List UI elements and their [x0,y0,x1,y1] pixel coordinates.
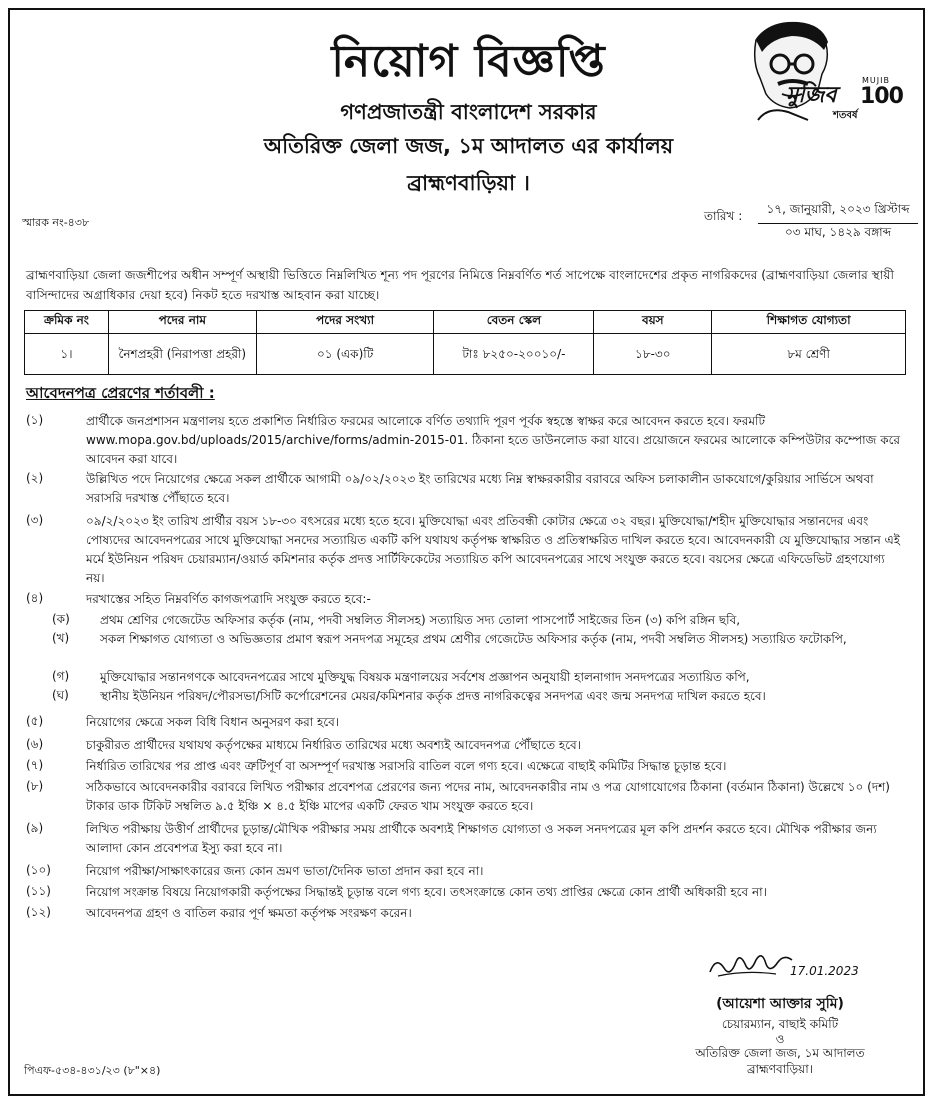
condition-text: আবেদনপত্র গ্রহণ ও বাতিল করার পূর্ণ ক্ষমতা কর্তৃপক্ষ সংরক্ষণ করেন। [86,906,412,920]
district-name: ব্রাহ্মণবাড়িয়া । [407,171,530,195]
signature-date: 17.01.2023 [790,964,859,978]
signatory-office: অতিরিক্ত জেলা জজ, ১ম আদালত [695,1046,865,1060]
condition-number: (৫) [26,714,44,728]
condition-number: (৬) [26,737,44,751]
condition-text: লিখিত পরীক্ষায় উত্তীর্ণ প্রার্থীদের চূড়ান্ত/মৌখিক পরীক্ষার সময় প্রার্থীকে অবশ্যই শিক্ষাগত যোগ্যতা ও সকল সনদপত্রের মূল কপি প্রদর্শন করতে হবে। মৌখিক পরীক্ষার জন্য আলাদা কোন প্রবেশপত্র ইস্যু করা হবে না। [86,822,877,855]
condition-number: (৮) [26,779,44,793]
office-name: অতিরিক্ত জেলা জজ, ১ম আদালত এর কার্যালয় [263,134,674,158]
table-cell: ১। [25,334,109,375]
document-item-label: (গ) [52,669,70,683]
condition-text: সঠিকভাবে আবেদনকারীর বরাবরে লিখিত পরীক্ষার প্রবেশপত্র প্রেরণের জন্য পদের নাম, আবেদনকারীর নাম ও পত্র যোগাযোগের ঠিকানা (বর্তমান ঠিকানা) উল্লেখে ১০ (দশ) টাকার ডাক টিকিট সম্বলিত ৯.৫ ইঞ্চি × ৪.৫ ইঞ্চি মাপের একটি ফেরত খাম সংযুক্ত করতে হবে। [86,780,890,813]
condition-number: (৯) [26,821,44,835]
table-header-row [25,311,906,334]
document-item-text: স্থানীয় ইউনিয়ন পরিষদ/পৌরসভা/সিটি কর্পোরেশনের মেয়র/কমিশনার কর্তৃক প্রদত্ত নাগরিকত্বের সনদপত্র এবং জন্ম সনদপত্র দাখিল করতে হবে। [100,689,766,703]
table-header-cell: ক্রমিক নং [25,311,109,334]
signatory-connector: ও [775,1032,785,1046]
signatory-place: ব্রাহ্মণবাড়িয়া। [746,1062,814,1076]
table-header-cell: শিক্ষাগত যোগ্যতা [712,311,906,334]
condition-text: উল্লিখিত পদে নিয়োগের ক্ষেত্রে সকল প্রার্থীকে আগামী ০৯/০২/২০২৩ ইং তারিখের মধ্যে নিম্ন স্বাক্ষরকারীর বরাবরে অফিস চলাকালীন ডাকযোগে/কুরিয়ার সার্ভিসে অথবা সরাসরি দরখাস্ত পৌঁছাতে হবে। [86,472,874,505]
condition-text: নির্ধারিত তারিখের পর প্রাপ্ত এবং ত্রুটিপূর্ণ বা অসম্পূর্ণ দরখাস্ত সরাসরি বাতিল বলে গণ্য হবে। এক্ষেত্রে বাছাই কমিটির সিদ্ধান্ত চূড়ান্ত হবে। [86,759,727,773]
table-cell: টাঃ ৮২৫০-২০০১০/- [434,334,594,375]
notice-title: নিয়োগ বিজ্ঞপ্তি [331,36,606,87]
signatory-designation: চেয়ারম্যান, বাছাই কমিটি [721,1017,839,1031]
table-row [25,334,906,375]
memo-number: স্মারক নং-৪৩৮ [22,216,90,229]
table-header-cell: বয়স [594,311,712,334]
table-header-cell: পদের নাম [108,311,256,334]
intro-paragraph: ব্রাহ্মণবাড়িয়া জেলা জজশীপের অধীন সম্পূর্ণ অস্থায়ী ভিত্তিতে নিম্নলিখিত শূন্য পদ পূরণের নিমিত্তে নিম্নবর্ণিত শর্ত সাপেক্ষে বাংলাদেশের প্রকৃত নাগরিকদের (ব্রাহ্মণবাড়িয়া জেলার স্থায়ী বাসিন্দাদের অগ্রাধিকার দেয়া হবে) নিকট হতে দরখাস্ত আহবান করা যাচ্ছে। [26,268,894,302]
table-header-cell: বেতন স্কেল [434,311,594,334]
posts-table [24,310,906,375]
date-label: তারিখ : [704,209,743,223]
condition-number: (২) [26,471,44,485]
document-item-text: সকল শিক্ষাগত যোগ্যতা ও অভিজ্ঞতার প্রমাণ স্বরূপ সনদপত্র সমূহের প্রথম শ্রেণীর গেজেটেড অফিসার কর্তৃক (নাম, পদবী সম্বলিত সীলসহ) সত্যায়িত ফটোকপি, [100,632,847,646]
condition-number: (৩) [26,513,44,527]
condition-number: (১২) [26,905,51,919]
document-item-label: (ঘ) [52,688,69,702]
condition-number: (৪) [26,591,44,605]
signatory-name: (আয়েশা আক্তার সুমি) [716,996,844,1012]
condition-text: নিয়োগ সংক্রান্ত বিষয়ে নিয়োগকারী কর্তৃপক্ষের সিদ্ধান্তই চূড়ান্ত বলে গণ্য হবে। তৎসংক্রান্তে কোন তথ্য প্রাপ্তির ক্ষেত্রে কোন প্রার্থী অধিকারী হবে না। [86,885,767,899]
government-name: গণপ্রজাতন্ত্রী বাংলাদেশ সরকার [340,100,597,124]
condition-number: (১১) [26,884,51,898]
signature-icon [706,948,796,982]
footer-code: পিএফ-৫৩৪-৪৩১/২৩ (৮"×৪) [24,1064,161,1077]
document-item-text: মুক্তিযোদ্ধার সন্তানগণকে আবেদনপত্রের সাথে মুক্তিযুদ্ধ বিষয়ক মন্ত্রণালয়ের সর্বশেষ প্রজ্ঞাপন অনুযায়ী হালনাগাদ সনদপত্রের সত্যায়িত কপি, [100,670,750,684]
condition-number: (৭) [26,758,44,772]
condition-text: প্রার্থীকে জনপ্রশাসন মন্ত্রণালয় হতে প্রকাশিত নির্ধারিত ফরমের আলোকে বর্ণিত তথ্যাদি পূরণ পূর্বক স্বহস্তে স্বাক্ষর করে আবেদন করতে হবে। ফরমটি www.mopa.gov.bd/uploads/2015/archive/forms/admin-2015-01. ঠিকানা হতে ডাউনলোড করা যাবে। প্রয়োজনে ফরমের আলোকে কম্পিউটার কম্পোজ করে আবেদন করা যাবে। [86,414,901,466]
conditions-heading: আবেদনপত্র প্রেরণের শর্তাবলী : [26,384,215,402]
mujib-100-logo [738,20,903,130]
date-gregorian: ১৭, জানুয়ারী, ২০২৩ খ্রিস্টাব্দ [758,201,918,224]
logo-text-english: MUJIB [862,76,890,85]
date-bengali: ০৩ মাঘ, ১৪২৯ বঙ্গাব্দ [784,225,892,239]
table-cell: ৮ম শ্রেণী [712,334,906,375]
condition-text: নিয়োগের ক্ষেত্রে সকল বিধি বিধান অনুসরণ করা হবে। [86,715,340,729]
document-item-text: প্রথম শ্রেণির গেজেটেড অফিসার কর্তৃক (নাম, পদবী সম্বলিত সীলসহ) সত্যায়িত সদ্য তোলা পাসপোর্ট সাইজের তিন (৩) কপি রঙ্গিন ছবি, [100,613,741,627]
condition-text: নিয়োগ পরীক্ষা/সাক্ষাৎকারের জন্য কোন ভ্রমণ ভাতা/দৈনিক ভাতা প্রদান করা হবে না। [86,864,484,878]
document-item-label: (খ) [52,631,70,645]
table-header-cell: পদের সংখ্যা [256,311,434,334]
table-cell: ০১ (এক)টি [256,334,434,375]
condition-text: চাকুরীরত প্রার্থীদের যথাযথ কর্তৃপক্ষের মাধ্যমে নির্ধারিত তারিখের মধ্যে অবশ্যই আবেদনপত্র পৌঁছাতে হবে। [86,738,581,752]
logo-text-bengali: মুজিব [786,83,837,108]
condition-text: ০৯/২/২০২৩ ইং তারিখ প্রার্থীর বয়স ১৮-৩০ বৎসরের মধ্যে হতে হবে। মুক্তিযোদ্ধা এবং প্রতিবন্ধী কোটার ক্ষেত্রে ৩২ বছর। মুক্তিযোদ্ধা/শহীদ মুক্তিযোদ্ধার সন্তানদের এবং পোষ্যদের আবেদনপত্রের সাথে মুক্তিযোদ্ধা সনদের সত্যায়িত একটি কপি যথাযথ কর্তৃপক্ষ স্বাক্ষরিত ও প্রতিস্বাক্ষরিত দাখিল করতে হবে। আবেদনকারী যে মুক্তিযোদ্ধার সন্তান এই মর্মে ইউনিয়ন পরিষদ চেয়ারম্যান/ওয়ার্ড কমিশনার কর্তৃক প্রদত্ত সার্টিফিকেটের সত্যায়িত কপি আবেদনপত্রের সাথে সংযুক্ত করতে হবে। বয়সের ক্ষেত্রে এফিডেভিট গ্রহণযোগ্য নয়। [86,514,900,585]
table-cell: নৈশপ্রহরী (নিরাপত্তা প্রহরী) [108,334,256,375]
condition-number: (১০) [26,863,51,877]
logo-subtext: শতবর্ষ [833,110,858,121]
condition-text: দরখাস্তের সহিত নিম্নবর্ণিত কাগজপত্রাদি সংযুক্ত করতে হবে:- [86,592,371,606]
logo-number: 100 [860,84,903,109]
document-item-label: (ক) [52,612,70,626]
table-cell: ১৮-৩০ [594,334,712,375]
condition-number: (১) [26,413,44,427]
